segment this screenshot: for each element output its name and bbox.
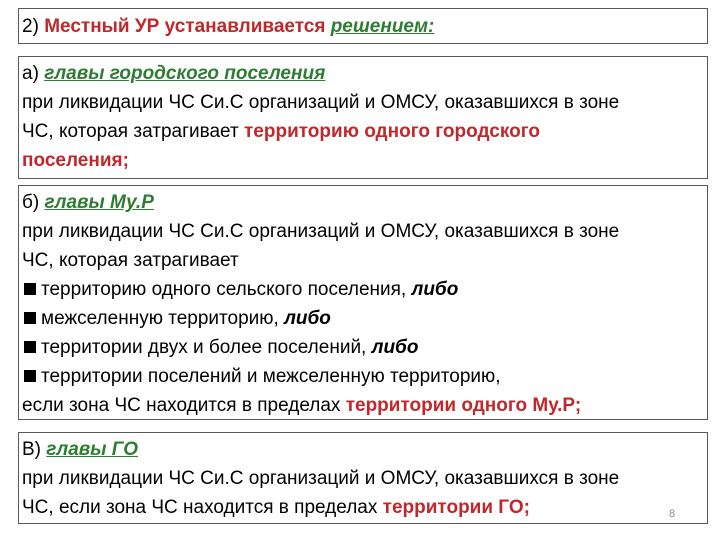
header-box [18, 8, 708, 44]
section-c-box [18, 432, 708, 524]
section-b-bullet [22, 333, 707, 362]
checkbox-bullet-icon [24, 283, 36, 295]
section-b-box [18, 185, 708, 420]
section-b-line1: при ликвидации ЧС Си.С организаций и ОМСУ, оказавшихся в зоне [22, 221, 620, 242]
section-b-last-red: территории одного Му.Р; [345, 395, 582, 416]
header-line [22, 12, 707, 41]
section-c-title: главы ГО [46, 439, 138, 460]
bullet-suffix: либо [284, 308, 331, 329]
section-b-bullet [22, 275, 707, 304]
section-a-box [18, 56, 708, 179]
section-a-heading [22, 59, 707, 88]
section-c-heading [22, 435, 707, 464]
bullet-text: территории двух и более поселений, [41, 337, 367, 358]
section-b-bullet [22, 362, 707, 391]
section-b-bullet [22, 304, 707, 333]
section-c-line2 [22, 493, 707, 522]
section-a-title: главы городского поселения [44, 63, 326, 84]
section-c-line2-plain: ЧС, если зона ЧС находится в пределах [22, 497, 378, 518]
section-a-marker: а) [22, 63, 39, 84]
section-a-line1: при ликвидации ЧС Си.С организаций и ОМСУ, оказавшихся в зоне [22, 92, 620, 113]
checkbox-bullet-icon [24, 341, 36, 353]
header-number: 2) [22, 16, 39, 37]
page-number: 8 [669, 508, 676, 520]
section-a-line3: поселения; [22, 150, 129, 171]
header-lead: Местный УР устанавливается [44, 16, 326, 37]
section-b-title: главы Му.Р [44, 192, 154, 213]
bullet-suffix: либо [371, 337, 419, 358]
bullet-text: территории поселений и межселенную территорию, [41, 366, 501, 387]
header-emphasis: решением: [330, 16, 435, 37]
checkbox-bullet-icon [24, 370, 36, 382]
bullet-suffix: либо [411, 279, 459, 300]
section-a-line2-plain: ЧС, которая затрагивает [22, 121, 239, 142]
checkbox-bullet-icon [24, 312, 36, 324]
section-c-line1: при ликвидации ЧС Си.С организаций и ОМСУ, оказавшихся в зоне [22, 468, 620, 489]
bullet-text: межселенную территорию, [41, 308, 279, 329]
section-b-last-line [22, 391, 707, 420]
section-a-line2 [22, 117, 707, 146]
bullet-text: территорию одного сельского поселения, [41, 279, 407, 300]
section-c-line2-red: территории ГО; [382, 497, 530, 518]
section-b-heading [22, 188, 707, 217]
section-b-line2: ЧС, которая затрагивает [22, 250, 239, 271]
section-b-last-plain: если зона ЧС находится в пределах [22, 395, 341, 416]
section-a-line2-red: территорию одного городского [243, 121, 540, 142]
section-c-marker: В) [22, 439, 41, 460]
section-b-marker: б) [22, 192, 40, 213]
